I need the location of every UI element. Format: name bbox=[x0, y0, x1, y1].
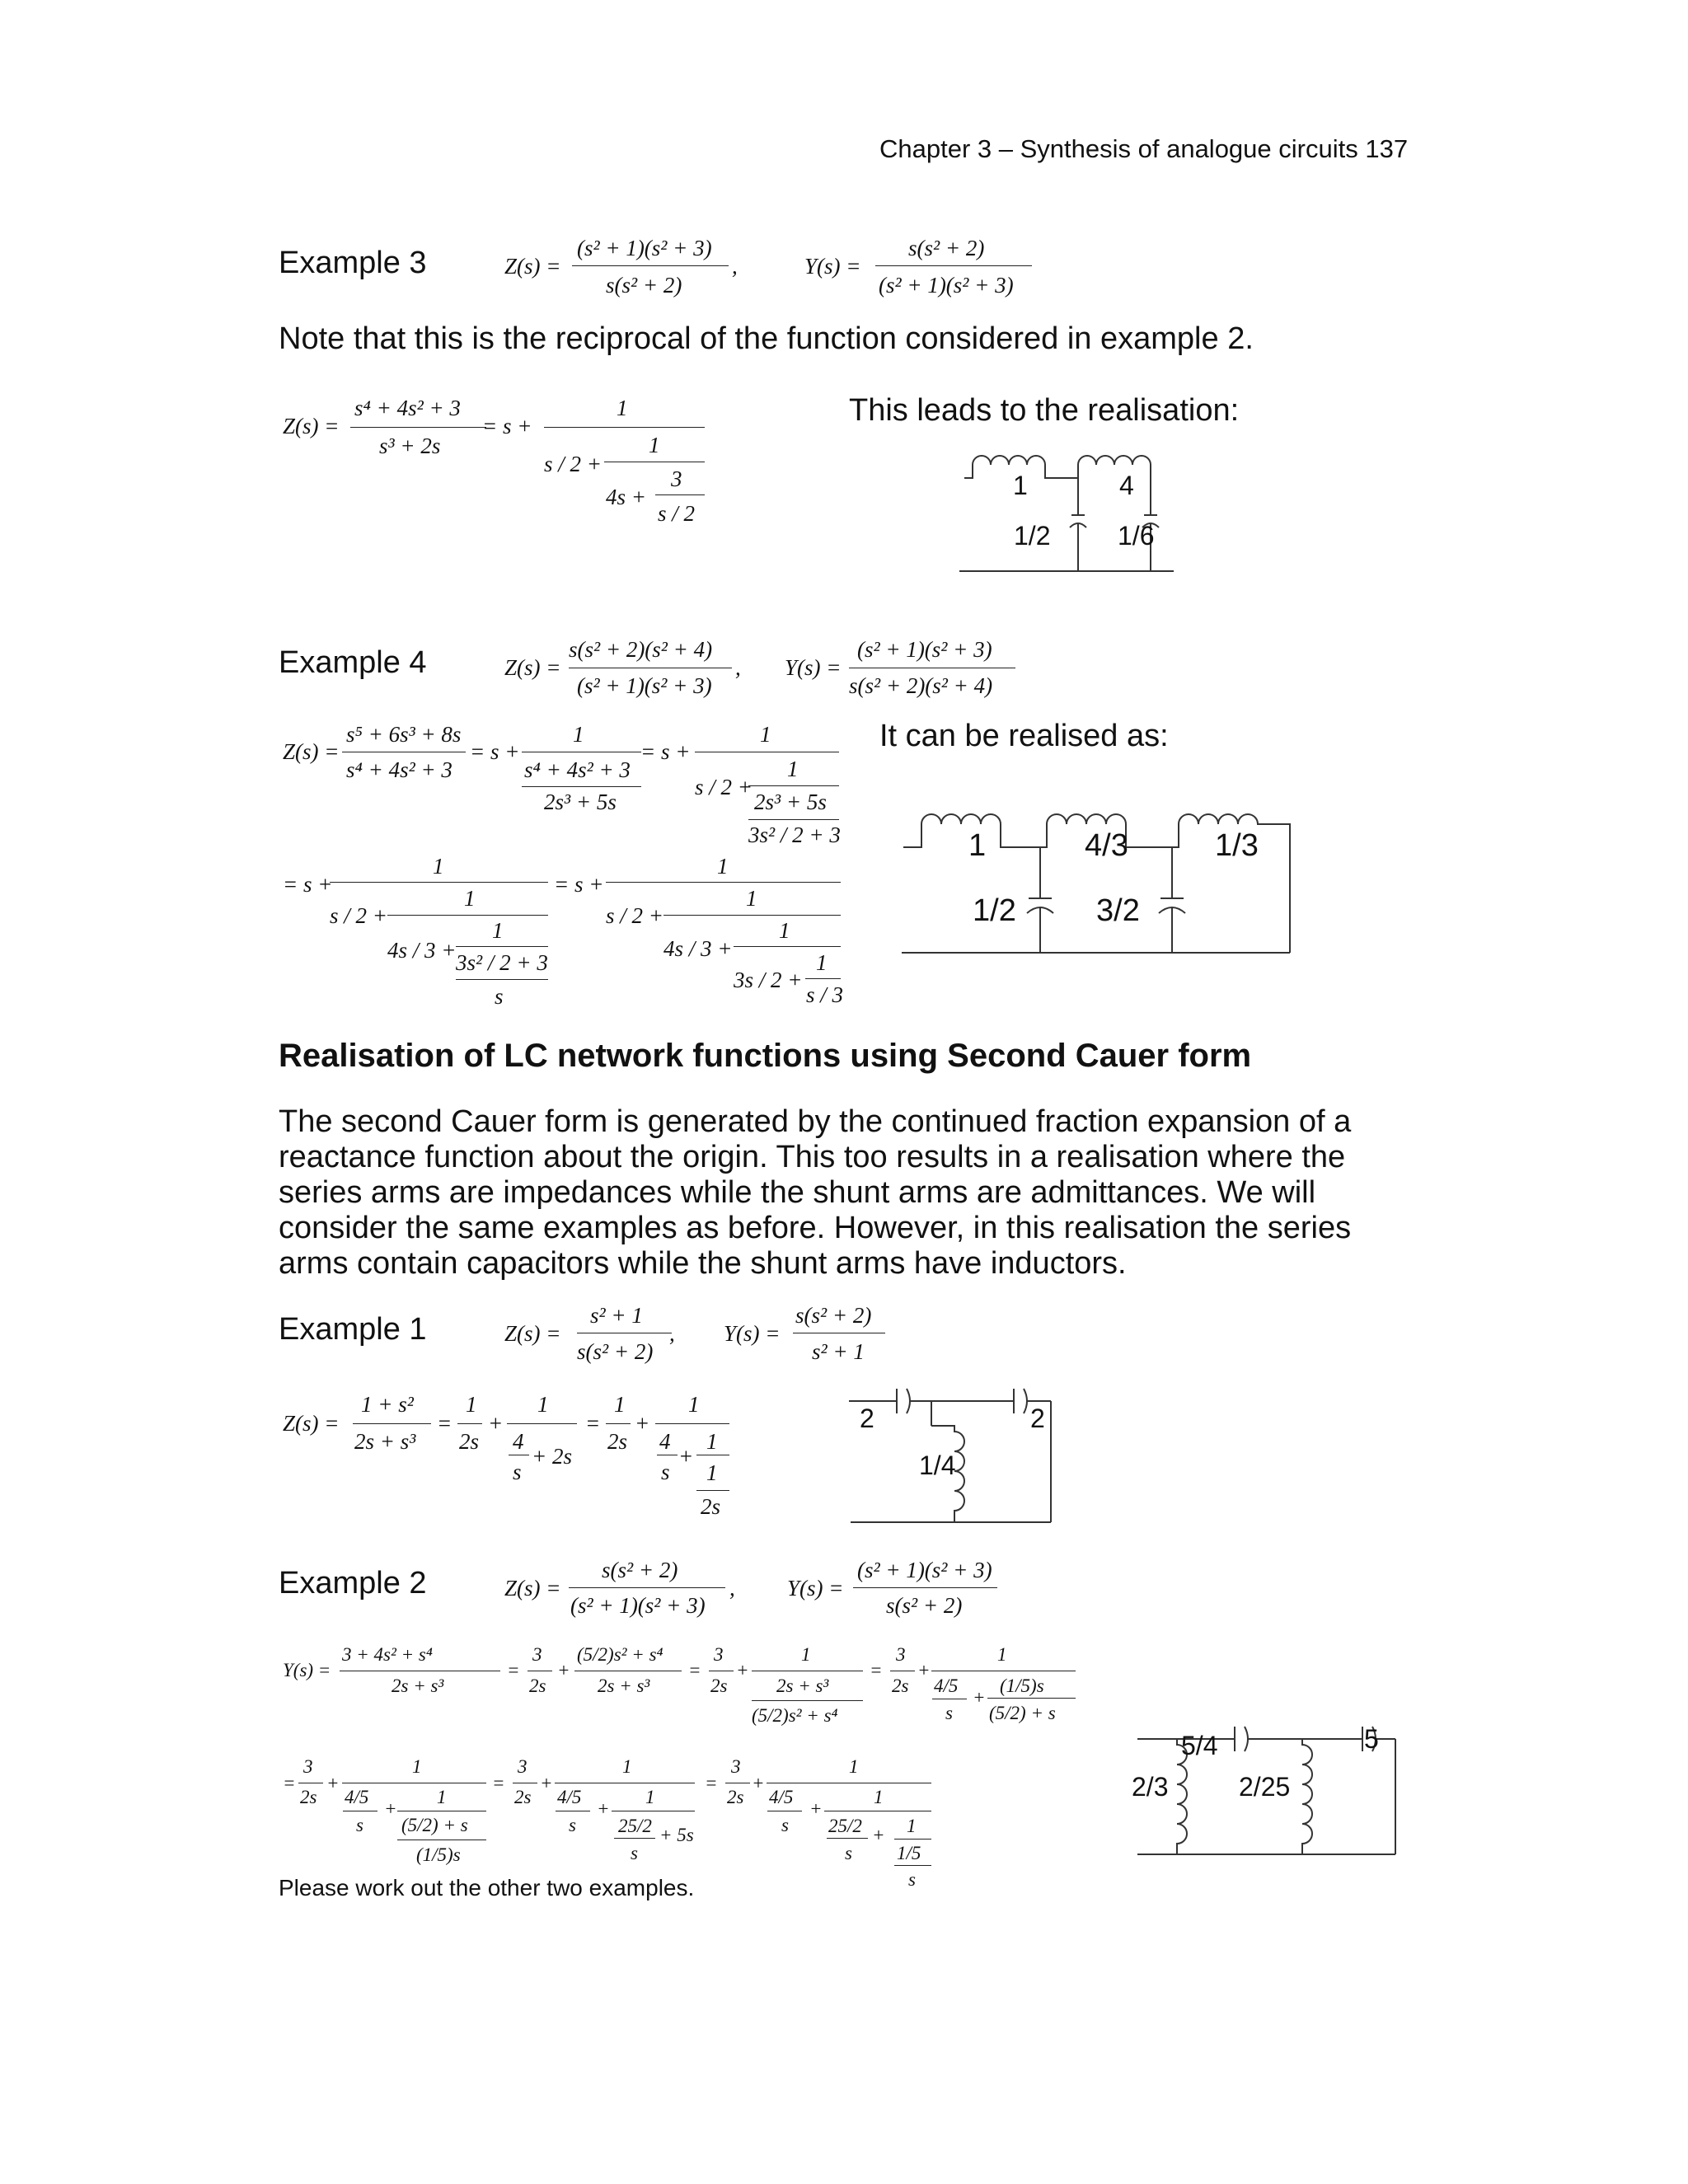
capacitor-1-label: 1/2 bbox=[973, 893, 1016, 928]
paragraph-line: series arms are impedances while the shunt arms are admittances. We will bbox=[279, 1175, 1316, 1210]
z-denominator: s(s² + 2) bbox=[606, 273, 682, 298]
paragraph-line: consider the same examples as before. However, in this realisation the series bbox=[279, 1211, 1352, 1245]
ladder-circuit-ex3 bbox=[956, 453, 1203, 577]
capacitor-1-label: 2 bbox=[860, 1404, 874, 1433]
inductor-2-label: 2/25 bbox=[1239, 1772, 1291, 1802]
inductor-1-label: 1 bbox=[968, 828, 987, 863]
example-1-label: Example 1 bbox=[279, 1312, 427, 1347]
example-2-label: Example 2 bbox=[279, 1566, 427, 1601]
inductor-label: 1/4 bbox=[919, 1451, 956, 1480]
y-definition: Y(s) = bbox=[804, 254, 861, 279]
capacitor-2-label: 5 bbox=[1364, 1724, 1379, 1754]
y-denominator: (s² + 1)(s² + 3) bbox=[879, 273, 1014, 298]
paragraph-line: The second Cauer form is generated by the continued fraction expansion of a bbox=[279, 1104, 1352, 1139]
closing-note: Please work out the other two examples. bbox=[279, 1875, 695, 1900]
inductor-3-label: 1/3 bbox=[1215, 828, 1259, 863]
z-numerator: (s² + 1)(s² + 3) bbox=[577, 236, 712, 260]
example-3-label: Example 3 bbox=[279, 246, 427, 280]
inductor-1-label: 2/3 bbox=[1132, 1772, 1169, 1802]
capacitor-2-label: 1/6 bbox=[1118, 521, 1155, 551]
note-reciprocal: Note that this is the reciprocal of the function considered in example 2. bbox=[279, 321, 1254, 356]
capacitor-1-label: 1/2 bbox=[1014, 521, 1051, 551]
paragraph-line: arms contain capacitors while the shunt arms have inductors. bbox=[279, 1246, 1127, 1281]
section-heading: Realisation of LC network functions using Second Cauer form bbox=[279, 1038, 1252, 1074]
section-paragraph bbox=[279, 1104, 1351, 1282]
paragraph-line: reactance function about the origin. This too results in a realisation where the bbox=[279, 1140, 1346, 1174]
example-4-label: Example 4 bbox=[279, 645, 427, 680]
realisation-caption-ex3: This leads to the realisation: bbox=[849, 393, 1240, 428]
capacitor-2-label: 3/2 bbox=[1096, 893, 1140, 928]
inductor-2-label: 4/3 bbox=[1085, 828, 1128, 863]
z-definition: Z(s) = bbox=[504, 254, 561, 279]
page-header: Chapter 3 – Synthesis of analogue circuits 137 bbox=[879, 134, 1409, 163]
inductor-2-label: 4 bbox=[1119, 471, 1134, 500]
inductor-1-label: 1 bbox=[1013, 471, 1028, 500]
capacitor-1-label: 5/4 bbox=[1181, 1731, 1218, 1760]
capacitor-2-label: 2 bbox=[1030, 1404, 1045, 1433]
y-numerator: s(s² + 2) bbox=[908, 236, 985, 260]
realisation-caption-ex4: It can be realised as: bbox=[879, 719, 1169, 753]
